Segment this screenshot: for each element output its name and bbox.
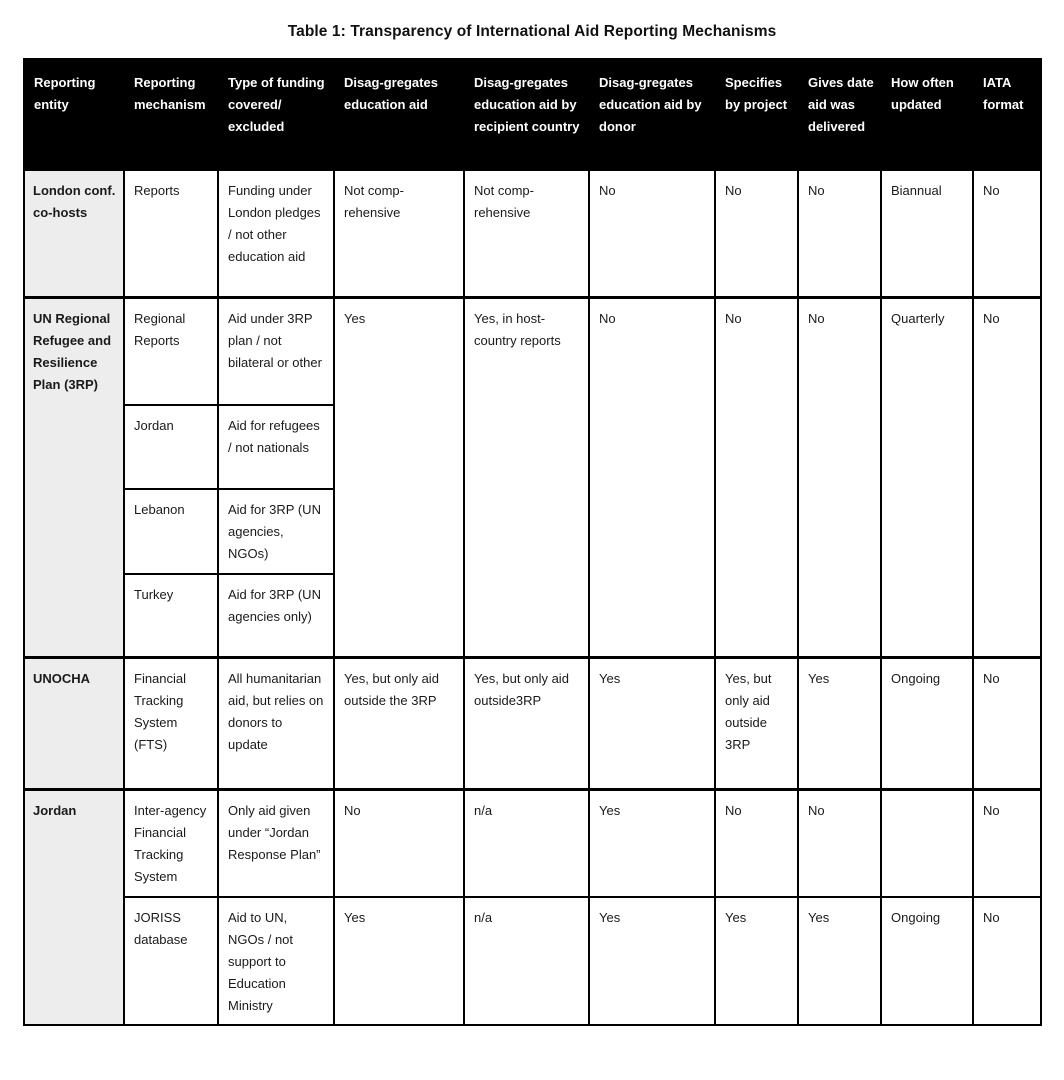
table-row-london — [24, 169, 1041, 297]
cell-value: Yes — [715, 897, 798, 1025]
cell-entity: UNOCHA — [24, 657, 124, 789]
column-header-reporting-mechanism: Reporting mechanism — [124, 59, 218, 169]
cell-funding: Aid for 3RP (UN agencies only) — [218, 574, 334, 657]
cell-value: n/a — [464, 897, 589, 1025]
cell-value: Yes, but only aid outside 3RP — [715, 657, 798, 789]
column-header-how-often-updated: How often updated — [881, 59, 973, 169]
cell-value: Yes — [589, 789, 715, 897]
cell-funding: Aid under 3RP plan / not bilateral or other — [218, 297, 334, 405]
cell-value: Not comp-rehensive — [464, 169, 589, 297]
header-row — [24, 59, 1041, 169]
table-row-jordan-iafts — [24, 789, 1041, 897]
column-header-reporting-entity: Reporting entity — [24, 59, 124, 169]
cell-mechanism: Inter-agency Financial Tracking System — [124, 789, 218, 897]
table-row-3rp-regional — [24, 297, 1041, 405]
cell-mechanism: Reports — [124, 169, 218, 297]
table-row-jordan-joriss — [24, 897, 1041, 1025]
cell-mechanism: JORISS database — [124, 897, 218, 1025]
cell-value: No — [798, 297, 881, 657]
cell-funding: Aid for 3RP (UN agencies, NGOs) — [218, 489, 334, 574]
cell-value: No — [973, 897, 1041, 1025]
cell-value: No — [798, 789, 881, 897]
cell-value: Yes, but only aid outside the 3RP — [334, 657, 464, 789]
cell-value-empty — [881, 789, 973, 897]
cell-entity: Jordan — [24, 789, 124, 1025]
cell-value: Yes — [334, 897, 464, 1025]
cell-value: Ongoing — [881, 897, 973, 1025]
cell-value: No — [973, 789, 1041, 897]
cell-funding: Only aid given under “Jordan Response Plan” — [218, 789, 334, 897]
cell-value: No — [334, 789, 464, 897]
cell-funding: Funding under London pledges / not other education aid — [218, 169, 334, 297]
cell-value: No — [715, 297, 798, 657]
cell-value: Yes, in host-country reports — [464, 297, 589, 657]
cell-value: No — [715, 789, 798, 897]
cell-value: Yes — [798, 897, 881, 1025]
cell-value: Yes — [334, 297, 464, 657]
cell-value: No — [973, 297, 1041, 657]
cell-mechanism: Regional Reports — [124, 297, 218, 405]
column-header-disaggregates-by-recipient-country: Disag-gregates education aid by recipient country — [464, 59, 589, 169]
cell-mechanism: Financial Tracking System (FTS) — [124, 657, 218, 789]
table-title: Table 1: Transparency of International Aid Reporting Mechanisms — [287, 23, 777, 40]
cell-value: Ongoing — [881, 657, 973, 789]
cell-value: Not comp-rehensive — [334, 169, 464, 297]
cell-value: Yes, but only aid outside3RP — [464, 657, 589, 789]
aid-reporting-table — [23, 58, 1042, 1026]
cell-funding: All humanitarian aid, but relies on donors to update — [218, 657, 334, 789]
column-header-disaggregates-education-aid: Disag-gregates education aid — [334, 59, 464, 169]
cell-value: n/a — [464, 789, 589, 897]
cell-value: No — [589, 297, 715, 657]
cell-value: No — [798, 169, 881, 297]
column-header-disaggregates-by-donor: Disag-gregates education aid by donor — [589, 59, 715, 169]
column-header-gives-date-delivered: Gives date aid was delivered — [798, 59, 881, 169]
cell-entity: London conf. co-hosts — [24, 169, 124, 297]
cell-value: Yes — [589, 657, 715, 789]
cell-mechanism: Jordan — [124, 405, 218, 489]
cell-value: Yes — [589, 897, 715, 1025]
cell-value: No — [973, 169, 1041, 297]
cell-value: Biannual — [881, 169, 973, 297]
cell-funding: Aid to UN, NGOs / not support to Education Ministry — [218, 897, 334, 1025]
cell-mechanism: Lebanon — [124, 489, 218, 574]
cell-value: No — [973, 657, 1041, 789]
cell-entity: UN Regional Refugee and Resilience Plan (3RP) — [24, 297, 124, 657]
column-header-specifies-by-project: Specifies by project — [715, 59, 798, 169]
cell-mechanism: Turkey — [124, 574, 218, 657]
column-header-funding-type: Type of funding covered/ excluded — [218, 59, 334, 169]
cell-value: No — [589, 169, 715, 297]
cell-value: No — [715, 169, 798, 297]
cell-value: Quarterly — [881, 297, 973, 657]
cell-funding: Aid for refugees / not nationals — [218, 405, 334, 489]
cell-value: Yes — [798, 657, 881, 789]
column-header-iata-format: IATA format — [973, 59, 1041, 169]
table-row-unocha — [24, 657, 1041, 789]
